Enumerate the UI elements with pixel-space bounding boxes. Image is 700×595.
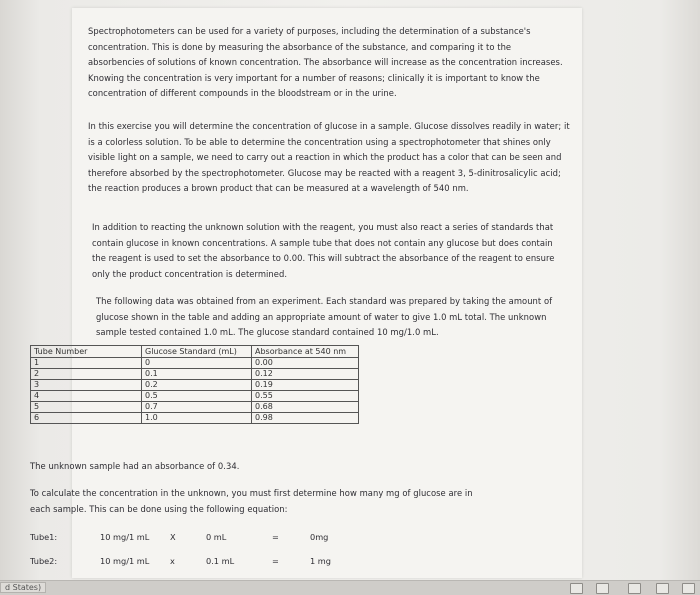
table-cell: 0.19 — [252, 380, 359, 391]
table-row — [31, 369, 359, 380]
equation-concentration: 10 mg/1 mL — [100, 556, 150, 566]
table-cell: 0.98 — [252, 413, 359, 424]
equation-row-tube2 — [30, 556, 500, 568]
table-cell: 0.68 — [252, 402, 359, 413]
table-cell: 0.5 — [142, 391, 252, 402]
equation-result: 0mg — [310, 532, 329, 542]
equation-row-tube1 — [30, 532, 500, 544]
table-cell: 0.55 — [252, 391, 359, 402]
equation-multiply: x — [170, 556, 175, 566]
table-cell: 0.1 — [142, 369, 252, 380]
table-row — [31, 402, 359, 413]
table-cell: 0.12 — [252, 369, 359, 380]
equation-label: Tube2: — [30, 556, 58, 566]
table-header-cell: Glucose Standard (mL) — [142, 346, 252, 358]
equation-result: 1 mg — [310, 556, 331, 566]
app-icon[interactable] — [656, 583, 669, 594]
table-cell: 1.0 — [142, 413, 252, 424]
glucose-data-table — [30, 345, 359, 424]
standards-paragraph: In addition to reacting the unknown solution with the reagent, you must also react a series of standards that contain glucose in known concentrations. A sample tube that does not contain any glucose but does contain the reagent is used to set the absorbance to 0.00. This will subtract the absorbance of the reagent to ensure only the product concentration is determined. — [92, 222, 555, 279]
table-row — [31, 413, 359, 424]
intro-paragraph: Spectrophotometers can be used for a variety of purposes, including the determination of a substance's concentration. This is done by measuring the absorbance of the substance, and comparing it to the absorbencies of solutions of known concentration. The absorbance will increase as the concentration increases. Knowing the concentration is very important for a number of reasons; clinically it is important to know the concentration of different compounds in the bloodstream or in the urine. — [88, 26, 563, 99]
table-cell: 0 — [142, 358, 252, 369]
equation-volume: 0.1 mL — [206, 556, 235, 566]
app-icon[interactable] — [682, 583, 695, 594]
data-description-paragraph: The following data was obtained from an experiment. Each standard was prepared by taking the amount of glucose shown in the table and adding an appropriate amount of water to give 1.0 mL total. The unknown sample tested contained 1.0 mL. The glucose standard contained 10 mg/1.0 mL. — [96, 296, 553, 338]
unknown-absorbance-text: The unknown sample had an absorbance of 0.34. — [30, 461, 240, 471]
calculation-instruction-text: To calculate the concentration in the unknown, you must first determine how many mg of glucose are in each sample. This can be done using the following equation: — [30, 488, 473, 514]
equation-equals: = — [272, 556, 279, 566]
status-bar-text: d States) — [0, 582, 46, 593]
taskbar — [0, 580, 700, 595]
table-cell: 0.00 — [252, 358, 359, 369]
table-row — [31, 380, 359, 391]
table-header-cell: Absorbance at 540 nm — [252, 346, 359, 358]
table-cell: 0.7 — [142, 402, 252, 413]
equation-volume: 0 mL — [206, 532, 227, 542]
equation-multiply: X — [170, 532, 176, 542]
exercise-paragraph: In this exercise you will determine the concentration of glucose in a sample. Glucose dissolves readily in water; it is a colorless solution. To be able to determine the concentration using a spectrophotometer that shines only visible light on a sample, we need to carry out a reaction in which the product has a color that can be seen and therefore absorbed by the spectrophotometer. Glucose may be reacted with a reagent 3, 5-dinitrosalicylic acid; the reaction produces a brown product that can be measured at a wavelength of 540 nm. — [88, 121, 570, 194]
table-cell: 3 — [31, 380, 142, 391]
app-icon[interactable] — [628, 583, 641, 594]
equation-label: Tube1: — [30, 532, 58, 542]
table-cell: 0.2 — [142, 380, 252, 391]
table-row — [31, 358, 359, 369]
equation-concentration: 10 mg/1 mL — [100, 532, 150, 542]
table-header-row — [31, 346, 359, 358]
table-cell: 2 — [31, 369, 142, 380]
app-icon[interactable] — [570, 583, 583, 594]
table-cell: 1 — [31, 358, 142, 369]
app-icon[interactable] — [596, 583, 609, 594]
table-header-cell: Tube Number — [31, 346, 142, 358]
table-cell: 4 — [31, 391, 142, 402]
table-cell: 6 — [31, 413, 142, 424]
table-row — [31, 391, 359, 402]
table-cell: 5 — [31, 402, 142, 413]
equation-equals: = — [272, 532, 279, 542]
